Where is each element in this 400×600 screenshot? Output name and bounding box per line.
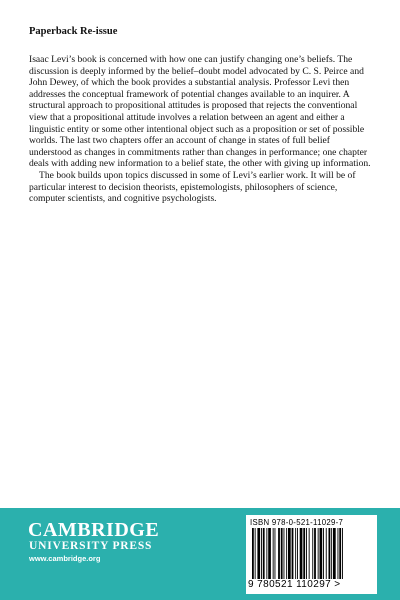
barcode-stripe — [292, 528, 294, 580]
barcode-stripe — [278, 528, 280, 580]
barcode-stripe — [338, 528, 339, 580]
publisher-logo — [28, 520, 159, 564]
barcode-stripe — [323, 528, 324, 580]
barcode-stripe — [329, 528, 331, 580]
blurb-paragraph-1: Isaac Levi’s book is concerned with how one can justify changing one’s beliefs. The discussion is deeply informed by the belief–doubt model advocated by C. S. Peirce and John Dewey, of which the book provides a substantial analysis. Professor Levi then addresses the conceptual framework of potential changes available to an inquirer. A structural approach to propositional attitudes is proposed that rejects the conventional view that a propositional attitude involves a relation between an agent and either a linguistic entity or some other intentional object such as a proposition or set of possible worlds. The last two chapters offer an account of change in states of full belief understood as changes in commitments rather than changes in performance; one chapter deals with adding new information to a belief state, the other with giving up information. — [29, 54, 371, 170]
barcode-stripe — [252, 528, 254, 580]
barcode-stripe — [284, 528, 285, 580]
publisher-name: CAMBRIDGE — [28, 519, 160, 541]
barcode-stripe — [295, 528, 296, 580]
barcode-digits: 9 780521 110297 > — [248, 579, 375, 590]
barcode-stripe — [268, 528, 271, 580]
barcode-stripe — [261, 528, 262, 580]
barcode-stripe — [326, 528, 327, 580]
barcode-stripe — [257, 528, 260, 580]
barcode-stripe — [273, 528, 274, 580]
barcode-stripe — [309, 528, 310, 580]
barcode-stripe — [266, 528, 267, 580]
barcode-box — [246, 515, 377, 594]
barcode-stripe — [339, 528, 341, 580]
barcode-stripe — [318, 528, 319, 580]
barcode-stripe — [281, 528, 283, 580]
isbn-label: ISBN 978-0-521-11029-7 — [250, 518, 344, 527]
cover-heading: Paperback Re-issue — [29, 26, 118, 37]
barcode-stripe — [320, 528, 323, 580]
publisher-url: www.cambridge.org — [29, 554, 101, 563]
publisher-subtitle: UNIVERSITY PRESS — [29, 540, 153, 552]
barcode-stripe — [288, 528, 291, 580]
barcode-stripe — [331, 528, 332, 580]
barcode-stripe — [314, 528, 316, 580]
blurb-paragraph-2: The book builds upon topics discussed in some of Levi’s earlier work. It will be of particular interest to decision theorists, epistemologists, philosophers of science, computer scientists, and cognitive psychologists. — [29, 169, 356, 205]
barcode-stripe — [300, 528, 303, 580]
blurb — [29, 54, 373, 205]
barcode-stripe — [263, 528, 265, 580]
barcode-stripe — [312, 528, 313, 580]
barcode-stripe — [306, 528, 307, 580]
barcode-stripe — [255, 528, 256, 580]
barcode-stripe — [342, 528, 343, 580]
barcode-stripe — [275, 528, 276, 580]
barcode-icon — [250, 528, 373, 580]
barcode-stripe — [286, 528, 287, 580]
barcode-stripe — [297, 528, 298, 580]
barcode-stripe — [303, 528, 305, 580]
barcode-stripe — [333, 528, 336, 580]
